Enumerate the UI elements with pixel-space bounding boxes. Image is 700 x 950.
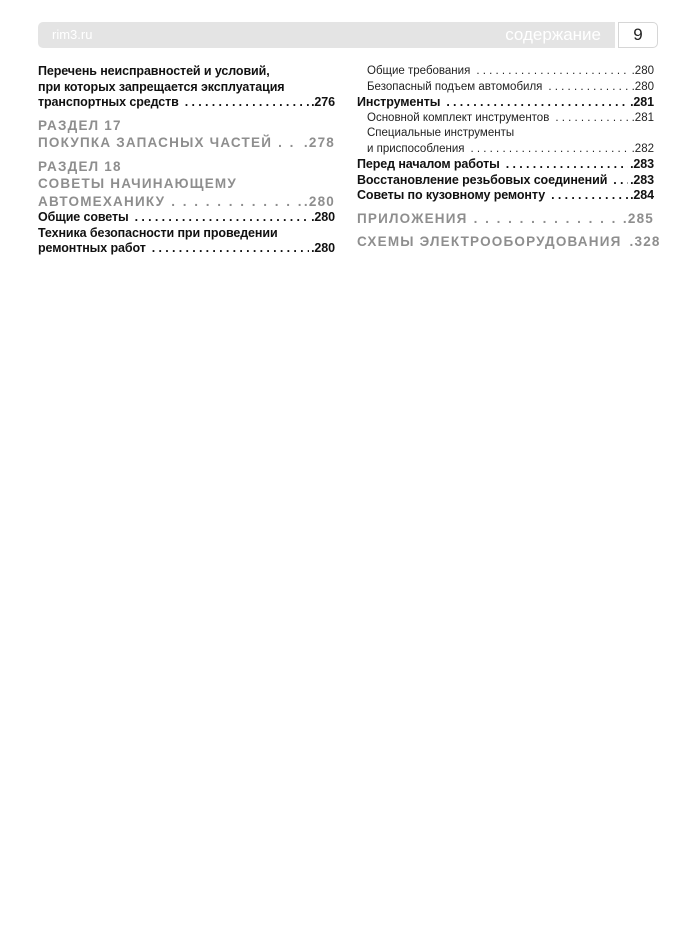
toc-page-number: .280	[311, 241, 335, 255]
toc-page-number: .280	[631, 80, 654, 93]
dot-leader	[506, 157, 628, 173]
toc-entry-safe-lift[interactable]	[357, 80, 654, 96]
page-number: 9	[618, 22, 658, 48]
section-label: РАЗДЕЛ 18	[38, 158, 122, 174]
toc-entry-label: Инструменты	[357, 95, 441, 109]
toc-section-18[interactable]	[38, 158, 335, 211]
toc-entry-label: транспортных средств	[38, 95, 179, 109]
toc-entry-label: Восстановление резьбовых соединений	[357, 172, 608, 187]
toc-entry-tools[interactable]	[357, 95, 654, 111]
toc-entry-threads[interactable]	[357, 173, 654, 189]
dot-leader	[548, 80, 629, 96]
toc-page-number: .280	[311, 210, 335, 224]
toc-page-number: .284	[630, 188, 654, 202]
toc-entry-label: Общие советы	[38, 210, 129, 224]
toc-entry-general-advice[interactable]	[38, 210, 335, 226]
toc-entry-basic-kit[interactable]	[357, 111, 654, 127]
dot-leader	[551, 188, 628, 204]
section-title: ПРИЛОЖЕНИЯ	[357, 210, 468, 226]
toc-entry-label: и приспособления	[367, 142, 465, 155]
dot-leader	[152, 241, 309, 257]
section-title: ПОКУПКА ЗАПАСНЫХ ЧАСТЕЙ	[38, 135, 273, 150]
section-title: СОВЕТЫ НАЧИНАЮЩЕМУ	[38, 176, 237, 191]
toc-entry-before-work[interactable]	[357, 157, 654, 173]
dot-leader	[613, 173, 628, 189]
toc-entry-label: ремонтных работ	[38, 241, 146, 255]
toc-entry-malfunctions[interactable]	[38, 64, 335, 111]
dot-leader	[185, 95, 309, 111]
toc-page-number: .276	[311, 95, 335, 109]
toc-entry-line: Перечень неисправностей и условий,	[38, 64, 270, 78]
toc-entry-line: при которых запрещается эксплуатация	[38, 79, 285, 94]
toc-section-17[interactable]	[38, 117, 335, 152]
dot-leader	[446, 95, 628, 111]
toc-entry-special-tools[interactable]	[357, 126, 654, 157]
dot-leader	[471, 142, 630, 158]
toc-page-number: .281	[630, 95, 654, 109]
section-title: содержание	[505, 25, 601, 44]
dot-leader	[135, 210, 309, 226]
toc-page-number: .281	[631, 111, 654, 124]
header-bar	[38, 22, 615, 48]
toc-entry-label: Общие требования	[367, 65, 471, 77]
toc-entry-label: Советы по кузовному ремонту	[357, 188, 546, 202]
dot-leader	[171, 193, 302, 211]
toc-entry-label: Перед началом работы	[357, 157, 500, 171]
toc-section-wiring-diagrams[interactable]	[357, 233, 661, 251]
toc-page-number: .285	[622, 210, 654, 226]
toc-page-number: .328	[629, 234, 661, 249]
site-name: rim3.ru	[52, 27, 93, 42]
toc-entry-line: Специальные инструменты	[367, 127, 515, 139]
toc-page-number: .283	[630, 157, 654, 171]
dot-leader	[555, 111, 629, 127]
toc-page-number: .280	[631, 65, 654, 77]
toc-page-number: .283	[630, 172, 654, 187]
dot-leader	[474, 210, 621, 228]
dot-leader	[278, 134, 302, 152]
toc-entry-label: Основной комплект инструментов	[367, 111, 550, 124]
toc-entry-general-requirements[interactable]	[357, 64, 654, 80]
toc-page-number: .278	[303, 135, 335, 150]
toc-entry-line: Техника безопасности при проведении	[38, 225, 278, 240]
toc-right-column	[357, 64, 661, 251]
section-title: СХЕМЫ ЭЛЕКТРООБОРУДОВАНИЯ	[357, 234, 622, 249]
dot-leader	[476, 64, 629, 80]
toc-entry-body-repair[interactable]	[357, 188, 654, 204]
section-label: РАЗДЕЛ 17	[38, 117, 122, 133]
toc-page-number: .280	[303, 193, 335, 209]
toc-left-column	[38, 64, 335, 257]
toc-entry-safety[interactable]	[38, 226, 335, 257]
section-title: АВТОМЕХАНИКУ	[38, 193, 166, 209]
toc-page-number: .282	[631, 142, 654, 155]
toc-entry-label: Безопасный подъем автомобиля	[367, 80, 543, 93]
toc-section-appendix[interactable]	[357, 210, 654, 228]
